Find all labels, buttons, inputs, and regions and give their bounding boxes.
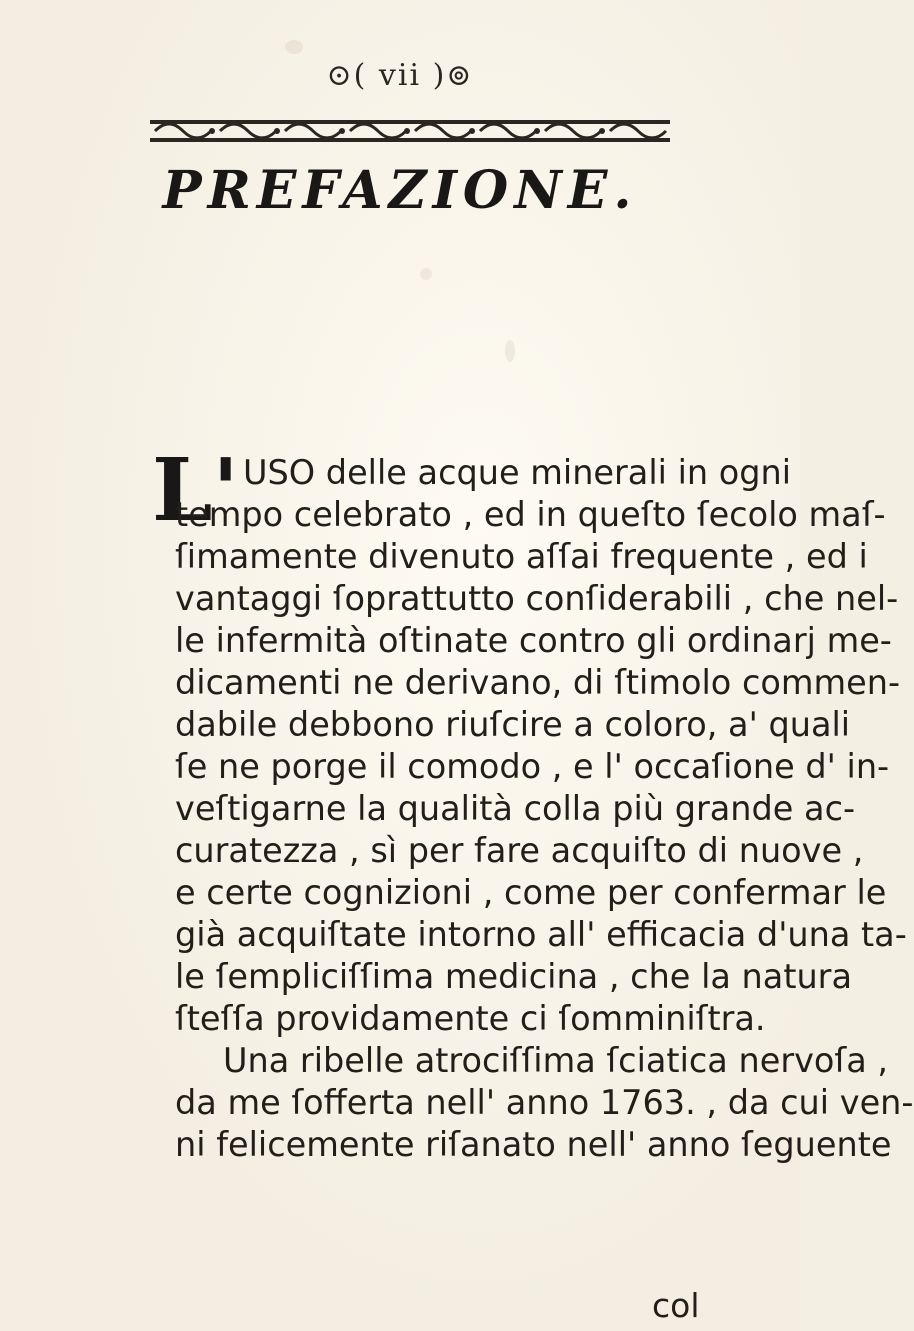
decorative-border-ornament bbox=[150, 112, 670, 152]
paper-stain bbox=[285, 40, 303, 54]
text-line: ſe ne porge il comodo , e l' occaſione d' in- bbox=[175, 747, 890, 786]
text-line: curatezza , sì per fare acquiſto di nuove , bbox=[175, 831, 864, 870]
text-line: veſtigarne la qualità colla più grande ac- bbox=[175, 789, 856, 828]
paper-stain bbox=[505, 340, 515, 362]
text-line: ni felicemente riſanato nell' anno ſeguente bbox=[175, 1125, 892, 1164]
text-line: le ſempliciſſima medicina , che la natura bbox=[175, 957, 852, 996]
paper-stain bbox=[420, 268, 432, 280]
text-line: Una ribelle atrociſſima ſciatica nervoſa , bbox=[223, 1041, 889, 1080]
catchword: col bbox=[652, 1286, 700, 1325]
page-number: ⊙( vii )⊚ bbox=[326, 58, 474, 93]
text-line: USO delle acque minerali in ogni bbox=[243, 453, 792, 492]
text-line: ſimamente divenuto aſſai frequente , ed i bbox=[175, 537, 868, 576]
text-line: vantaggi ſoprattutto conſiderabili , che nel- bbox=[175, 579, 899, 618]
text-line: già acquiſtate intorno all' efficacia d'una ta- bbox=[175, 915, 907, 954]
drop-cap-initial: L' bbox=[152, 440, 239, 541]
text-line: e certe cognizioni , come per confermar le bbox=[175, 873, 887, 912]
page-title: PREFAZIONE. bbox=[162, 160, 638, 221]
text-line: ſteſſa providamente ci ſomminiſtra. bbox=[175, 999, 766, 1038]
text-line: le infermità oſtinate contro gli ordinarj me- bbox=[175, 621, 892, 660]
text-line: da me ſofferta nell' anno 1763. , da cui ven- bbox=[175, 1083, 914, 1122]
text-line: tempo celebrato , ed in queſto ſecolo maſ- bbox=[175, 495, 886, 534]
text-line: dabile debbono riuſcire a coloro, a' quali bbox=[175, 705, 851, 744]
text-line: dicamenti ne derivano, di ſtimolo commen- bbox=[175, 663, 901, 702]
body-text bbox=[175, 452, 914, 1166]
